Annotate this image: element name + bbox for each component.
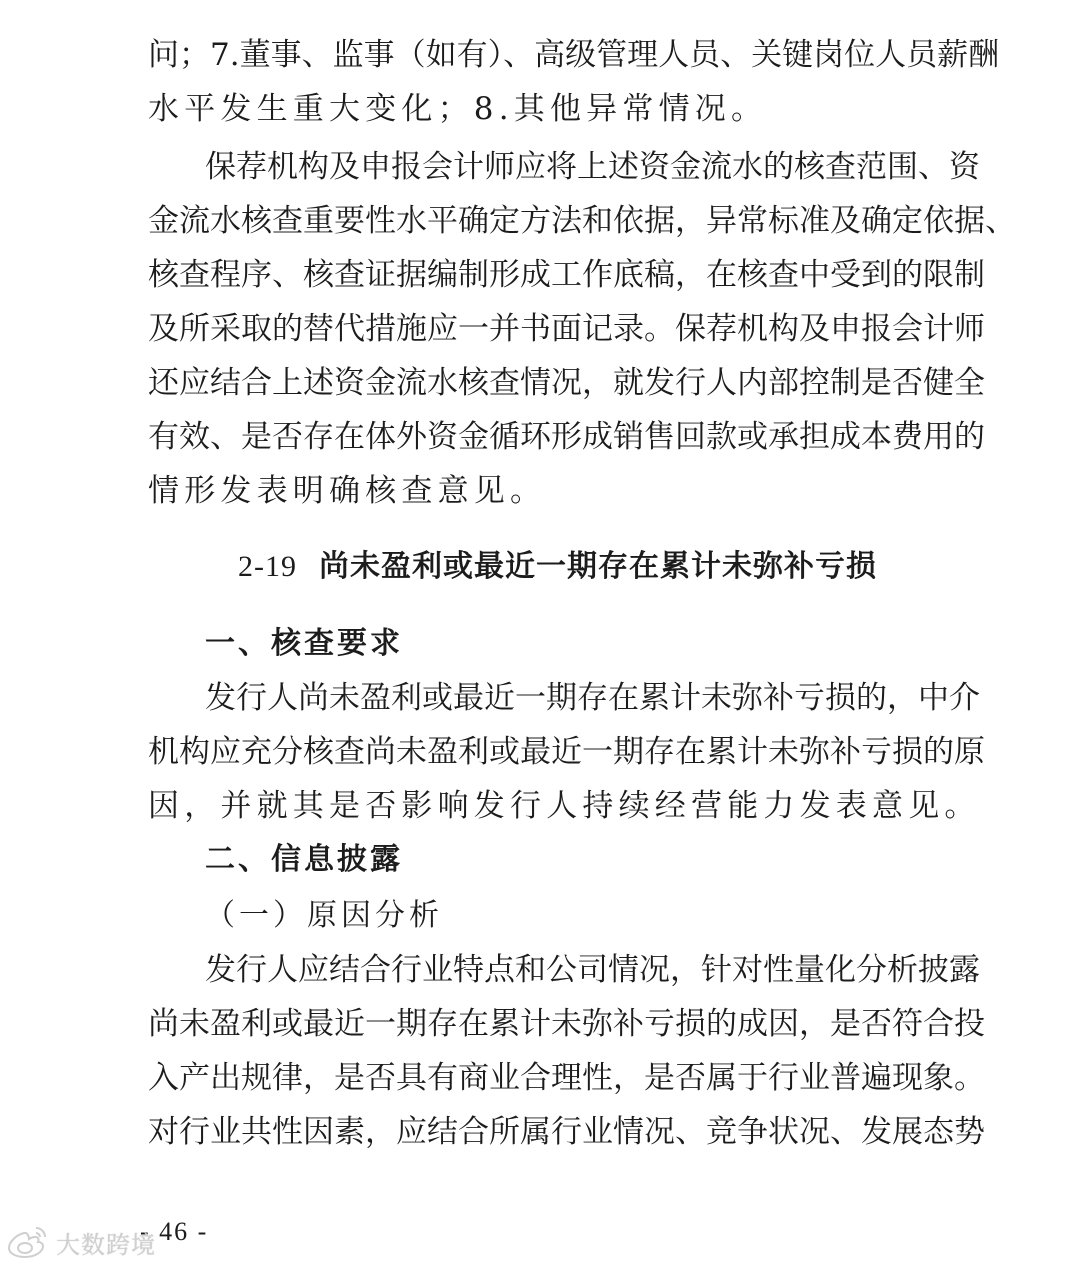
heading-check-requirements: 一、核查要求 bbox=[205, 626, 403, 661]
body-line-3: 保荐机构及申报会计师应将上述资金流水的核查范围、资 bbox=[205, 149, 980, 185]
weibo-logo-icon bbox=[6, 1224, 50, 1260]
heading-info-disclosure: 二、信息披露 bbox=[205, 842, 403, 877]
body-line-5: 核查程序、核查证据编制形成工作底稿，在核查中受到的限制 bbox=[148, 257, 985, 293]
para2-line-1: 发行人尚未盈利或最近一期存在累计未弥补亏损的，中介 bbox=[205, 680, 980, 716]
para2-line-2: 机构应充分核查尚未盈利或最近一期存在累计未弥补亏损的原 bbox=[148, 734, 985, 770]
para3-line-2: 尚未盈利或最近一期存在累计未弥补亏损的成因，是否符合投 bbox=[148, 1006, 985, 1042]
body-line-6: 及所采取的替代措施应一并书面记录。保荐机构及申报会计师 bbox=[148, 311, 985, 347]
para2-line-3: 因，并就其是否影响发行人持续经营能力发表意见。 bbox=[148, 788, 981, 824]
para3-line-3: 入产出规律，是否具有商业合理性，是否属于行业普遍现象。 bbox=[148, 1060, 985, 1096]
body-line-2: 水平发生重大变化；8.其他异常情况。 bbox=[148, 91, 768, 127]
para3-line-1: 发行人应结合行业特点和公司情况，针对性量化分析披露 bbox=[205, 952, 980, 988]
body-line-9: 情形发表明确核查意见。 bbox=[148, 473, 547, 509]
section-heading bbox=[238, 545, 877, 589]
body-line-7: 还应结合上述资金流水核查情况，就发行人内部控制是否健全 bbox=[148, 365, 985, 401]
para3-line-4: 对行业共性因素，应结合所属行业情况、竞争状况、发展态势 bbox=[148, 1114, 985, 1150]
body-line-1: 问；7.董事、监事（如有）、高级管理人员、关键岗位人员薪酬 bbox=[148, 37, 1000, 73]
subheading-cause-analysis: （一）原因分析 bbox=[205, 898, 443, 933]
section-title: 尚未盈利或最近一期存在累计未弥补亏损 bbox=[319, 549, 877, 584]
body-line-4: 金流水核查重要性水平确定方法和依据，异常标准及确定依据、 bbox=[148, 203, 1016, 239]
page-number: - 46 - bbox=[140, 1217, 209, 1246]
watermark bbox=[6, 1222, 156, 1262]
watermark-text: 大数跨境 bbox=[56, 1230, 156, 1259]
section-number: 2-19 bbox=[238, 550, 297, 583]
body-line-8: 有效、是否存在体外资金循环形成销售回款或承担成本费用的 bbox=[148, 419, 985, 455]
